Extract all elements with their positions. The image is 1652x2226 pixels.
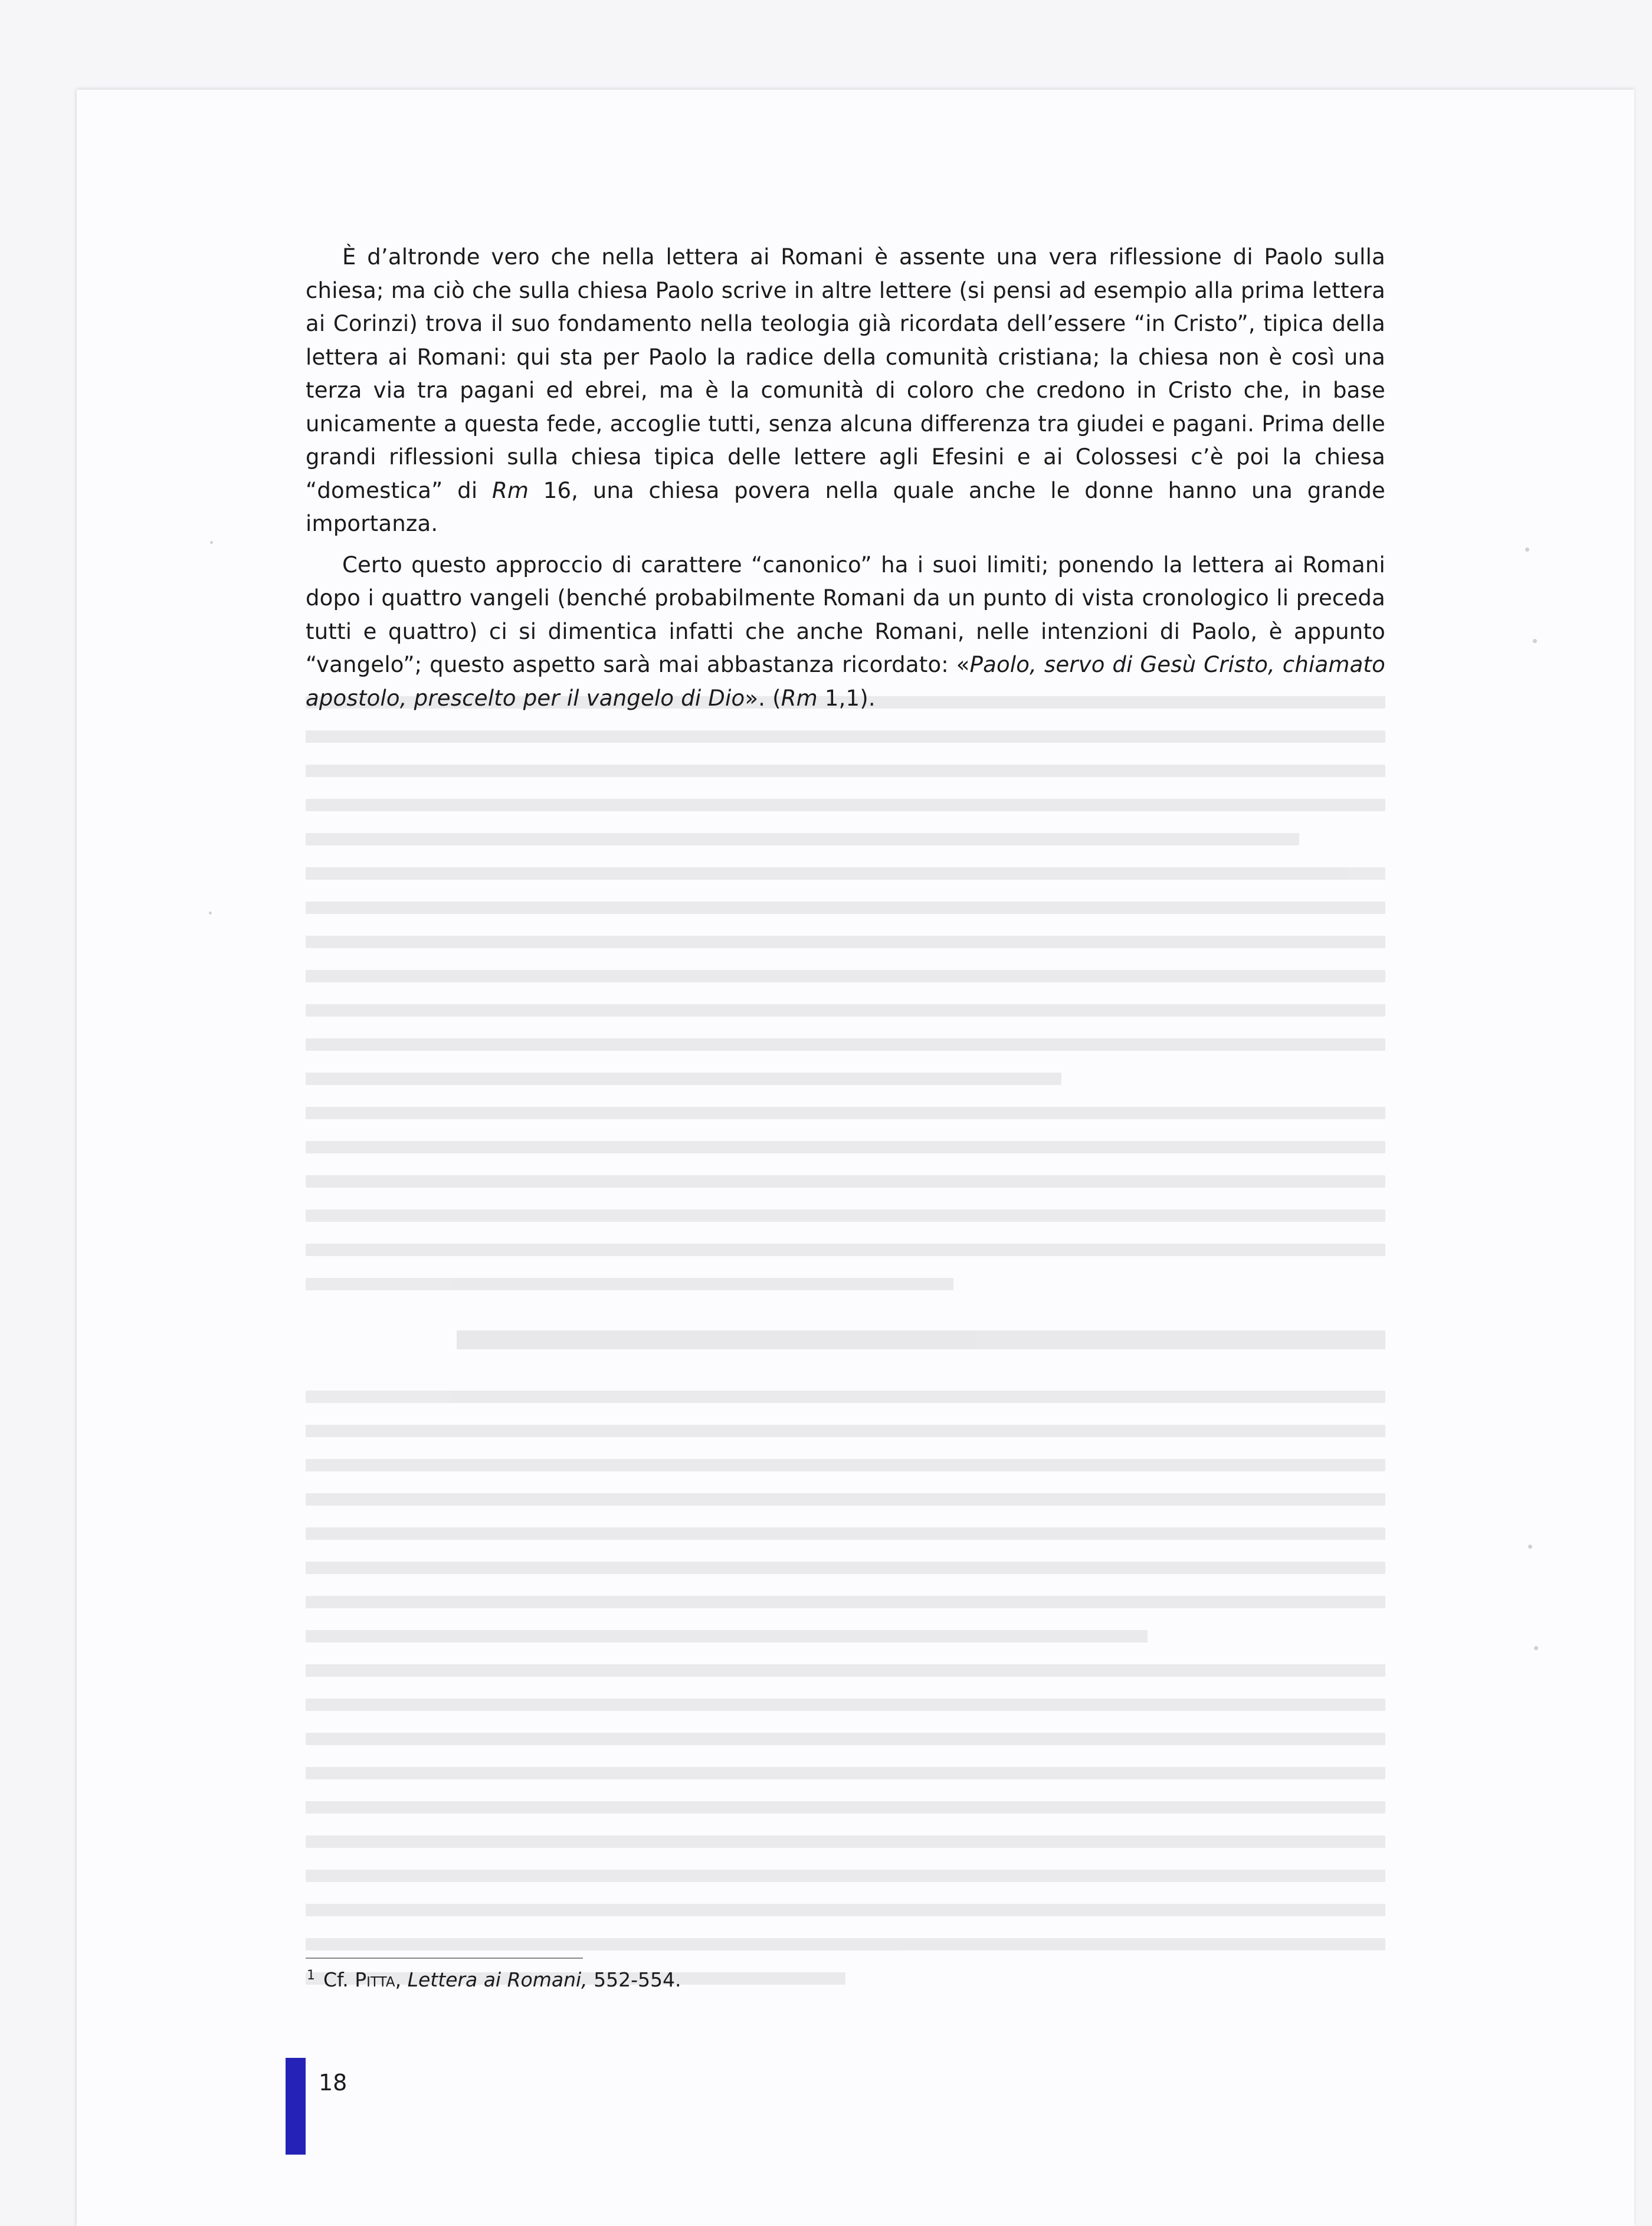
quotation: Paolo, servo di Gesù Cristo, chiamato apostolo, prescelto per il vangelo di Dio [306, 652, 1385, 711]
scan-speck [1525, 548, 1529, 552]
footnote: $^1$ Cf. Pitta, Lettera ai Romani, 552-554. [307, 1968, 681, 1991]
paragraph: È d’altronde vero che nella lettera ai Romani è assente una vera riflessione di Paolo sulla chiesa; ma ciò che sulla chiesa Paolo scrive in altre lettere (si pensi ad esempio alla prima lettera ai Corinzi) trova il suo fondamento nella teologia già ricordata dell’essere “in Cristo”, tipica della lettera ai Romani: qui sta per Paolo la radice della comunità cristiana; la chiesa non è così una terza via tra pagani ed ebrei, ma è la comunità di coloro che credono in Cristo che, in base unicamente a questa fede, accoglie tutti, senza alcuna differenza tra giudei e pagani. Prima delle grandi riflessioni sulla chiesa tipica delle lettere agli Efesini e ai Colossesi c’è poi la chiesa “domestica” di Rm 16, una chiesa povera nella quale anche le donne hanno una grande importanza. [306, 244, 1385, 536]
scripture-reference: Rm [781, 685, 818, 711]
footnote-title: Lettera ai Romani, [407, 1968, 588, 1991]
scan-speck [1528, 1545, 1532, 1549]
scan-speck [210, 541, 213, 544]
scan-speck [209, 912, 212, 914]
footnote-divider [306, 1958, 583, 1959]
body-text [306, 241, 1385, 723]
page-number-marker [286, 2058, 306, 2155]
scan-speck [1534, 1646, 1538, 1650]
page-number: 18 [319, 2070, 348, 2096]
paragraph: Certo questo approccio di carattere “canonico” ha i suoi limiti; ponendo la lettera ai Romani dopo i quattro vangeli (benché probabilmente Romani da un punto di vista cronologico li preceda tutti e quattro) ci si dimentica infatti che anche Romani, nelle intenzioni di Paolo, è appunto “vangelo”; questo aspetto sarà mai abbastanza ricordato: «Paolo, servo di Gesù Cristo, chiamato apostolo, prescelto per il vangelo di Dio». (Rm 1,1). [306, 552, 1385, 711]
scan-speck [1533, 639, 1537, 643]
footnote-marker: 1 [307, 1968, 315, 1983]
footnote-author: Pitta [355, 1968, 395, 1991]
scripture-reference: Rm [491, 477, 529, 503]
